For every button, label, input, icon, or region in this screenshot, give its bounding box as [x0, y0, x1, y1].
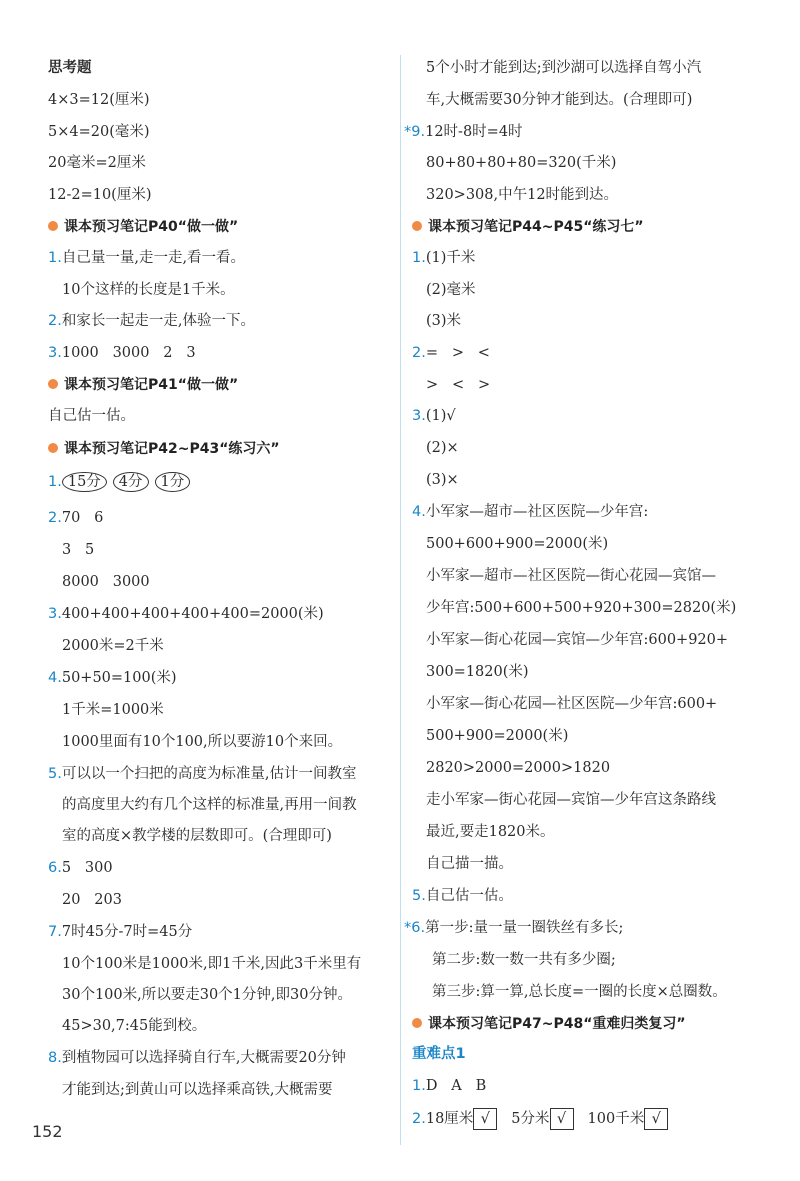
- answer-line: 的高度里大约有几个这样的标准量,再用一间教: [62, 797, 357, 813]
- bullet-dot-icon: [48, 379, 58, 389]
- answer-line: 走小军家—街心花园—宾馆—少年宫这条路线: [426, 792, 716, 808]
- answer-line: 第三步:算一算,总长度=一圈的长度×总圈数。: [432, 984, 727, 1000]
- answer-line: 3.1000 3000 2 3: [48, 345, 196, 361]
- answer-line: 3.400+400+400+400+400=2000(米): [48, 606, 324, 622]
- answer-line: 少年宫:500+600+500+920+300=2820(米): [426, 600, 737, 616]
- think-title: 思考题: [48, 60, 92, 76]
- answer-line: 2.和家长一起走一走,体验一下。: [48, 313, 255, 329]
- answer-line: *6.第一步:量一量一圈铁丝有多长;: [404, 920, 624, 936]
- answer-line: (3)×: [426, 472, 459, 488]
- answer-line: 3 5: [62, 542, 95, 558]
- check-box: √: [473, 1108, 497, 1130]
- bullet-dot-icon: [48, 221, 58, 231]
- answer-line: 500+600+900=2000(米): [426, 536, 609, 552]
- answer-line-circled: 1. 15分 4分 1分: [48, 472, 196, 492]
- circled-answer: 15分: [62, 472, 107, 492]
- think-line-3: 20毫米=2厘米: [48, 155, 146, 171]
- answer-line: 自己估一估。: [48, 408, 135, 424]
- answer-line: 45>30,7:45能到校。: [62, 1018, 207, 1034]
- section-heading-p42-p43: 课本预习笔记P42~P43“练习六”: [48, 439, 280, 459]
- answer-line: 3.(1)√: [412, 408, 456, 424]
- page-number: 152: [32, 1122, 63, 1141]
- answer-line: 8.到植物园可以选择骑自行车,大概需要20分钟: [48, 1050, 346, 1066]
- answer-line: 8000 3000: [62, 574, 150, 590]
- circled-answer: 1分: [155, 472, 191, 492]
- answer-line: 1000里面有10个100,所以要游10个来回。: [62, 734, 343, 750]
- answer-line: 1.D A B: [412, 1078, 487, 1094]
- answer-line: 2.70 6: [48, 510, 104, 526]
- bullet-dot-icon: [48, 443, 58, 453]
- answer-line: *9.12时-8时=4时: [404, 124, 523, 140]
- check-box: √: [644, 1108, 668, 1130]
- answer-line-boxed: 2.18厘米 √ 5分米 √ 100千米 √: [412, 1108, 682, 1130]
- answer-line: 4.50+50=100(米): [48, 670, 177, 686]
- answer-line: 5个小时才能到达;到沙湖可以选择自驾小汽: [426, 60, 702, 76]
- section-heading-p40: 课本预习笔记P40“做一做”: [48, 217, 238, 237]
- answer-line: 6.5 300: [48, 860, 113, 876]
- answer-line: 80+80+80+80=320(千米): [426, 155, 617, 171]
- answer-line: 300=1820(米): [426, 664, 529, 680]
- bullet-dot-icon: [412, 221, 422, 231]
- answer-line: 2000米=2千米: [62, 638, 164, 654]
- answer-line: 10个这样的长度是1千米。: [62, 282, 235, 298]
- check-box: √: [550, 1108, 574, 1130]
- key-point-title: 重难点1: [412, 1046, 466, 1062]
- section-heading-p47-p48: 课本预习笔记P47~P48“重难归类复习”: [412, 1014, 686, 1034]
- answer-line: 自己描一描。: [426, 856, 513, 872]
- answer-line: 小军家—街心花园—宾馆—少年宫:600+920+: [426, 632, 729, 648]
- think-line-1: 4×3=12(厘米): [48, 92, 150, 108]
- answer-line: 5.可以以一个扫把的高度为标准量,估计一间教室: [48, 766, 357, 782]
- answer-line: 10个100米是1000米,即1千米,因此3千米里有: [62, 956, 362, 972]
- circled-answer: 4分: [113, 472, 149, 492]
- answer-line: 2820>2000=2000>1820: [426, 760, 611, 776]
- answer-line: 小军家—街心花园—社区医院—少年宫:600+: [426, 696, 718, 712]
- answer-line: (2)毫米: [426, 282, 476, 298]
- answer-line: 30个100米,所以要走30个1分钟,即30分钟。: [62, 987, 352, 1003]
- answer-line: 室的高度×教学楼的层数即可。(合理即可): [62, 828, 332, 844]
- column-divider: [400, 55, 401, 1145]
- answer-line: 才能到达;到黄山可以选择乘高铁,大概需要: [62, 1082, 333, 1098]
- section-heading-p44-p45: 课本预习笔记P44~P45“练习七”: [412, 217, 644, 237]
- answer-line: 第二步:数一数一共有多少圈;: [432, 952, 616, 968]
- answer-line: 最近,要走1820米。: [426, 824, 555, 840]
- answer-line: 320>308,中午12时能到达。: [426, 187, 619, 203]
- answer-line: 5.自己估一估。: [412, 888, 513, 904]
- think-line-2: 5×4=20(毫米): [48, 124, 150, 140]
- answer-line: 1千米=1000米: [62, 702, 164, 718]
- answer-line: (2)×: [426, 440, 459, 456]
- answer-line: 2.= > <: [412, 345, 490, 361]
- think-line-4: 12-2=10(厘米): [48, 187, 152, 203]
- bullet-dot-icon: [412, 1018, 422, 1028]
- answer-line: 500+900=2000(米): [426, 728, 569, 744]
- answer-line: 4.小军家—超市—社区医院—少年宫:: [412, 504, 649, 520]
- answer-line: (3)米: [426, 313, 462, 329]
- answer-line: > < >: [426, 377, 491, 393]
- answer-line: 7.7时45分-7时=45分: [48, 924, 193, 940]
- answer-line: 小军家—超市—社区医院—街心花园—宾馆—: [426, 568, 716, 584]
- answer-line: 车,大概需要30分钟才能到达。(合理即可): [426, 92, 693, 108]
- section-heading-p41: 课本预习笔记P41“做一做”: [48, 375, 238, 395]
- answer-line: 20 203: [62, 892, 122, 908]
- answer-line: 1.自己量一量,走一走,看一看。: [48, 250, 246, 266]
- answer-line: 1.(1)千米: [412, 250, 476, 266]
